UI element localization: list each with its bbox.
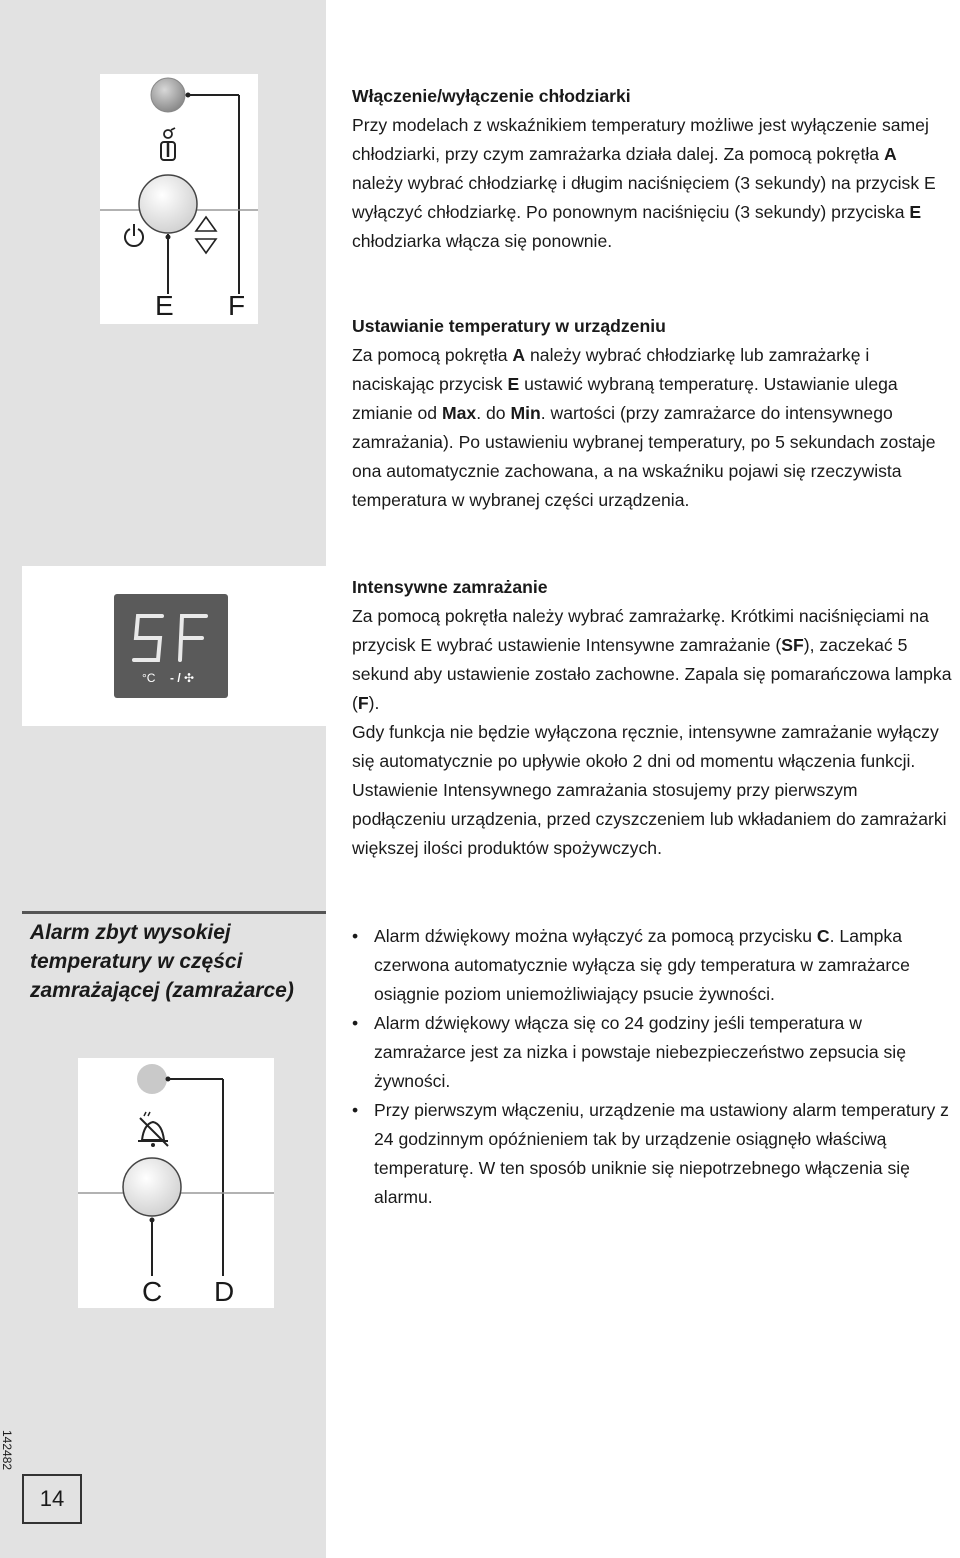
label-c: C [142,1276,163,1307]
section-body: Przy modelach z wskaźnikiem temperatury możliwe jest wyłączenie samej chłodziarki, przy czym zamrażarka działa dalej. Za pomocą pokrętła A należy wybrać chłodziarkę i długim naciśnięciem (3 sekundy) na przycisk E wyłączyć chłodziarkę. Po ponownym naciśnięciu (3 sekundy) przyciska E chłodziarka włącza się ponownie. [352,115,936,251]
control-panel-diagram [100,74,258,324]
control-panel-illustration-top [100,74,258,324]
section-title: Ustawianie temperatury w urządzeniu [352,316,666,336]
up-down-arrows-icon [196,217,216,253]
power-icon [125,224,143,246]
alarm-panel-diagram [78,1058,274,1308]
list-item: • Alarm dźwiękowy włącza się co 24 godziny jeśli temperatura w zamrażarce jest za nizka i powstaje niebezpieczeństwo zepsucia się żywności. [352,1009,958,1096]
control-panel-illustration-bottom [78,1058,274,1308]
lcd-bottom-bar [114,668,228,690]
lcd-display [114,594,228,698]
indicator-lamp-f [151,78,185,112]
list-item: • Przy pierwszym włączeniu, urządzenie ma ustawiony alarm temperatury z 24 godzinnym opóźnieniem tak by urządzenie osiągnęło właściwą temperaturę. W ten sposób uniknie się niepotrzebnego włączenia się alarmu. [352,1096,958,1212]
alarm-off-icon [138,1112,168,1147]
alarm-bullet-list [352,922,958,1212]
section-body: Za pomocą pokrętła A należy wybrać chłodziarkę lub zamrażarkę i naciskając przycisk E ustawić wybraną temperaturę. Ustawianie ulega zmianie od Max. do Min. wartości (przy zamrażarce do intensywnego zamrażania). Po ustawieniu wybranej temperatury, po 5 sekundach zostaje ona automatycznie zachowana, a na wskaźniku pojawi się rzeczywista temperatura w wybranej części urządzenia. [352,345,936,510]
label-f: F [228,290,246,321]
section-title: Intensywne zamrażanie [352,577,548,597]
section-switch-off-fridge [352,82,952,256]
unit-celsius-label: °C [142,671,156,685]
document-code: 142482 [0,1430,14,1471]
list-item: • Alarm dźwiękowy można wyłączyć za pomocą przycisku C. Lampka czerwona automatycznie wyłącza się gdy temperatura w zamrażarce osiągnie poziom uniemożliwiający psucie żywności. [352,922,958,1009]
indicator-lamp-d [137,1064,167,1094]
alarm-divider [22,911,326,914]
knob-a [139,175,197,233]
mode-indicator-label: - / ✣ [170,671,195,685]
button-c [123,1158,181,1216]
lcd-segments [114,594,228,668]
label-d: D [214,1276,235,1307]
lcd-text [114,594,115,595]
section-body-3: Ustawienie Intensywnego zamrażania stosujemy przy pierwszym podłączeniu urządzenia, przed czyszczeniem lub wkładaniem do zamrażarki większej ilości produktów spożywczych. [352,780,947,858]
alarm-heading: Alarm zbyt wysokiej temperatury w części zamrażającej (zamrażarce) [30,921,294,1002]
thermometer-icon [161,128,175,160]
section-temperature-setting [352,312,952,515]
section-intensive-freezing [352,573,952,863]
section-body: Za pomocą pokrętła należy wybrać zamrażarkę. Krótkimi naciśnięciami na przycisk E wybrać ustawienie Intensywne zamrażanie (SF), zaczekać 5 sekund aby ustawienie zostało zachowne. Zapala się pomarańczowa lampka (F). [352,606,952,713]
section-title: Włączenie/wyłączenie chłodziarki [352,86,631,106]
page-number: 14 [22,1474,82,1524]
label-e: E [155,290,174,321]
section-body-2: Gdy funkcja nie będzie wyłączona ręcznie, intensywne zamrażanie wyłączy się automatycznie po upływie około 2 dni od momentu włączenia funkcji. [352,722,939,771]
